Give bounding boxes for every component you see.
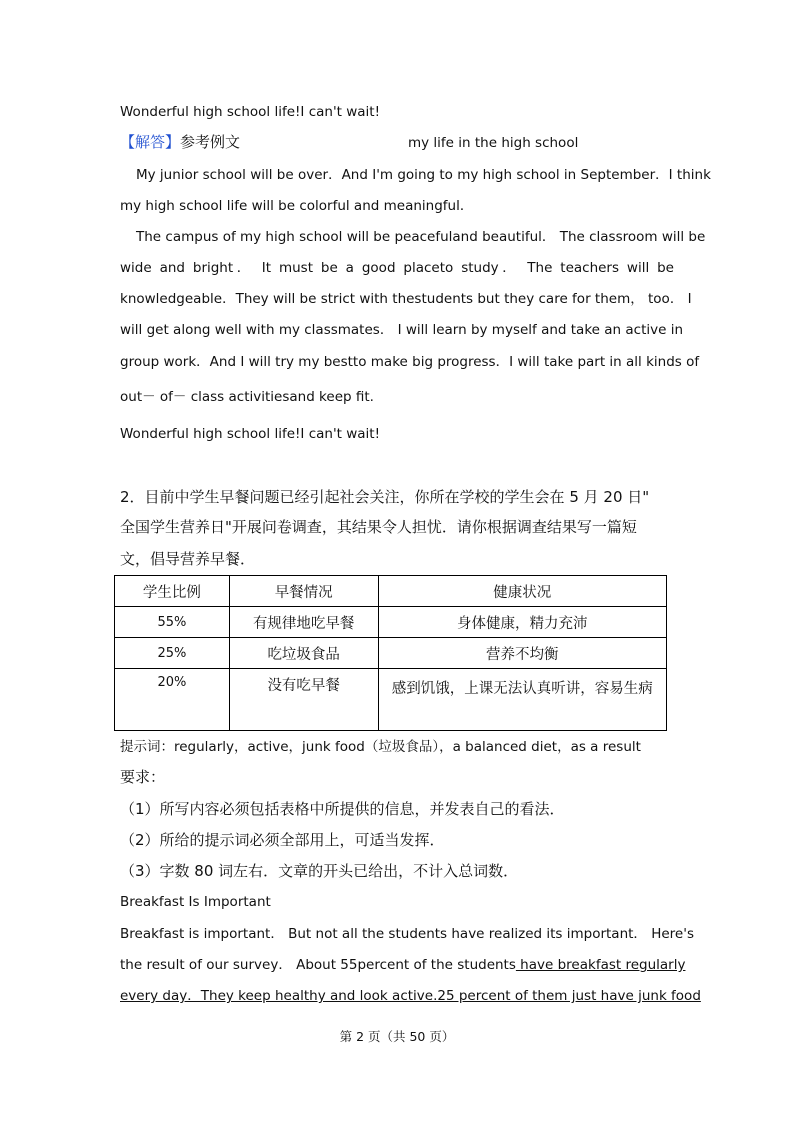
essay-title: my life in the high school xyxy=(408,135,579,151)
requirement-2: （2）所给的提示词必须全部用上，可适当发挥． xyxy=(120,831,445,849)
essay-p2-line6: out－ of－ class activitiesand keep fit. xyxy=(120,389,374,405)
answer-label: 【解答】 xyxy=(120,133,181,151)
page-footer: 第 2 页（共 50 页） xyxy=(339,1029,455,1044)
requirement-3: （3）字数 80 词左右．文章的开头已给出，不计入总词数． xyxy=(120,862,519,880)
essay-p2-line3: knowledgeable．They will be strict with thestudents but they care for them， too． I xyxy=(120,291,692,307)
table-row xyxy=(115,638,667,669)
table-header-cell: 学生比例 xyxy=(115,576,230,607)
answer-line3-underlined: every day．They keep healthy and look active.25 percent of them just have junk food xyxy=(120,988,701,1004)
answer-line2-text: the result of our survey． About 55percent of the students xyxy=(120,957,516,973)
question2-line1: 2．目前中学生早餐问题已经引起社会关注，你所在学校的学生会在 5 月 20 日" xyxy=(120,488,650,506)
requirement-1: （1）所写内容必须包括表格中所提供的信息，并发表自己的看法． xyxy=(120,800,565,818)
table-header-cell: 健康状况 xyxy=(378,576,666,607)
essay-p1-line1: My junior school will be over．And I'm going to my high school in September．I think xyxy=(136,167,711,183)
question2-line2: 全国学生营养日"开展问卷调查，其结果令人担忧．请你根据调查结果写一篇短 xyxy=(120,518,637,536)
essay-p1-line2: my high school life will be colorful and meaningful． xyxy=(120,198,474,214)
answer-line1: Breakfast is important． But not all the students have realized its important． Here's xyxy=(120,926,694,942)
answer-line2-underlined: have breakfast regularly xyxy=(515,957,686,973)
table-header-row xyxy=(115,576,667,607)
table-cell: 感到饥饿，上课无法认真听讲，容易生病 xyxy=(378,669,666,731)
table-cell: 55% xyxy=(115,607,230,638)
table-cell: 吃垃圾食品 xyxy=(229,638,378,669)
table-row xyxy=(115,669,667,731)
hint-words: 提示词：regularly，active，junk food（垃圾食品），a balanced diet，as a result xyxy=(120,739,641,755)
table-cell: 没有吃早餐 xyxy=(229,669,378,731)
table-cell: 营养不均衡 xyxy=(378,638,666,669)
survey-table xyxy=(114,575,667,731)
essay-p2-line5: group work．And I will try my bestto make big progress．I will take part in all kinds of xyxy=(120,354,700,370)
table-cell: 有规律地吃早餐 xyxy=(229,607,378,638)
table-cell: 身体健康，精力充沛 xyxy=(378,607,666,638)
answer-reference: 参考例文 xyxy=(180,133,241,151)
requirements-title: 要求： xyxy=(120,768,166,786)
essay-p2-line2: wide and bright． It must be a good placeto study． The teachers will be xyxy=(120,260,674,276)
table-cell: 25% xyxy=(115,638,230,669)
answer-title: Breakfast Is Important xyxy=(120,894,271,910)
table-row xyxy=(115,607,667,638)
closing-line-top: Wonderful high school life!I can't wait! xyxy=(120,104,381,120)
table-header-cell: 早餐情况 xyxy=(229,576,378,607)
table-cell: 20% xyxy=(115,669,230,731)
closing-line-bottom: Wonderful high school life!I can't wait! xyxy=(120,426,381,442)
answer-heading xyxy=(120,133,240,152)
essay-p2-line1: The campus of my high school will be peacefuland beautiful． The classroom will be xyxy=(136,229,706,245)
question2-line3: 文，倡导营养早餐． xyxy=(120,550,256,568)
essay-p2-line4: will get along well with my classmates． I will learn by myself and take an active in xyxy=(120,322,684,338)
answer-line2 xyxy=(120,956,685,974)
